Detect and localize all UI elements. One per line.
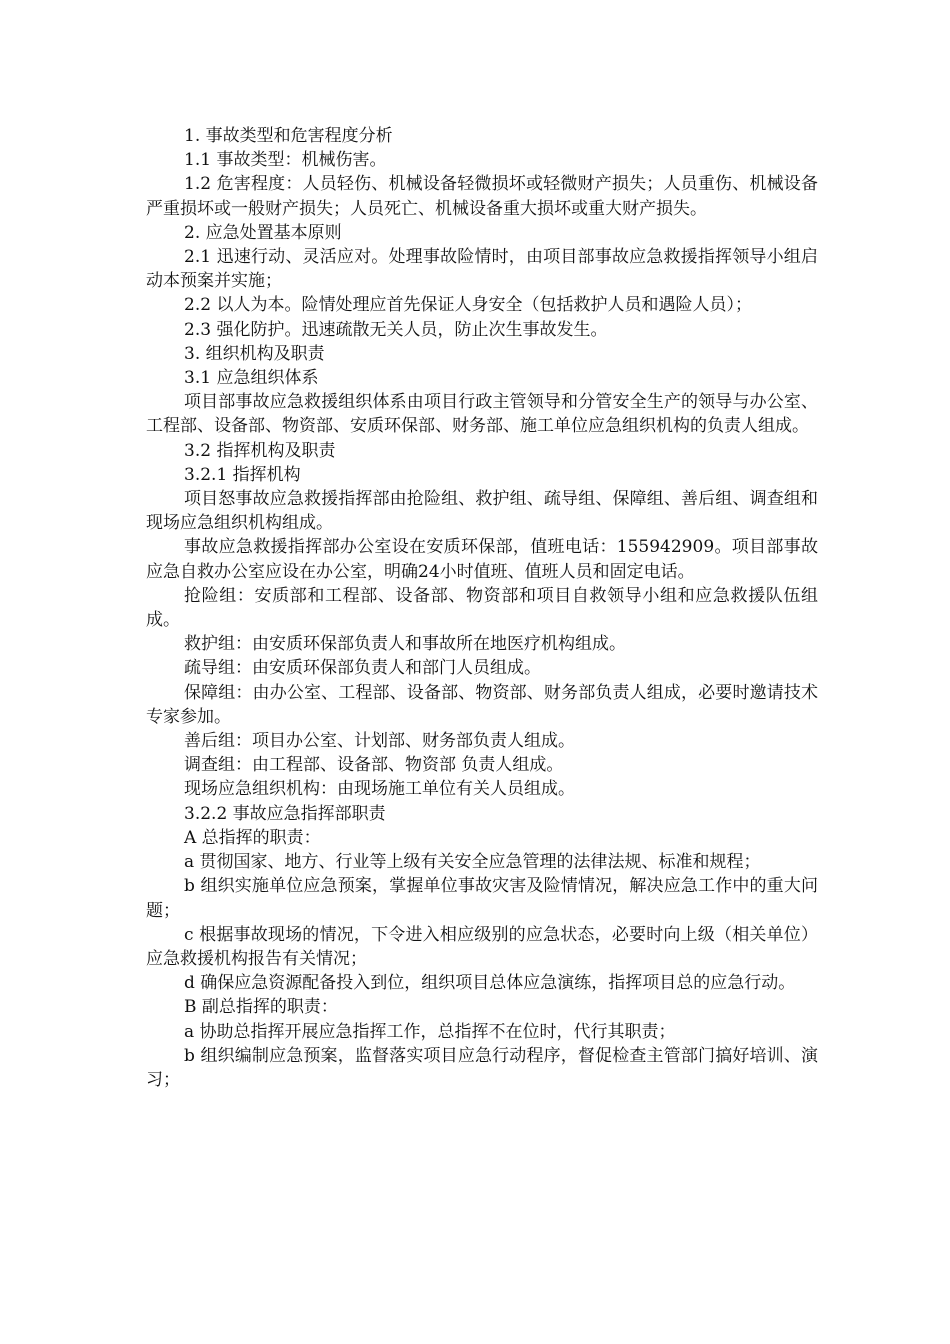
heading-3-1: 3.1 应急组织体系	[184, 368, 319, 389]
paragraph-2-1: 2.1 迅速行动、灵活应对。处理事故险情时，由项目部事故应急救援指挥领导小组启动本预案并实施；	[146, 247, 818, 292]
paragraph-medical-team: 救护组：由安质环保部负责人和事故所在地医疗机构组成。	[184, 634, 626, 655]
heading-deputy-duties: B 副总指挥的职责：	[184, 997, 338, 1018]
list-item-a: a 贯彻国家、地方、行业等上级有关安全应急管理的法律法规、标准和规程；	[184, 852, 761, 873]
heading-2: 2. 应急处置基本原则	[184, 222, 342, 243]
paragraph-3-1: 项目部事故应急救援组织体系由项目行政主管领导和分管安全生产的领导与办公室、工程部、设备部、物资部、安质环保部、财务部、施工单位应急组织机构的负责人组成。	[146, 392, 818, 437]
paragraph-duty-phone: 事故应急救援指挥部办公室设在安质环保部，值班电话：155942909。项目部事故应急自救办公室应设在办公室，明确24小时值班、值班人员和固定电话。	[146, 537, 818, 582]
list-item-deputy-a: a 协助总指挥开展应急指挥工作，总指挥不在位时，代行其职责；	[184, 1021, 676, 1042]
heading-3: 3. 组织机构及职责	[184, 343, 325, 364]
paragraph-2-3: 2.3 强化防护。迅速疏散无关人员，防止次生事故发生。	[184, 319, 608, 340]
heading-3-2-1: 3.2.1 指挥机构	[184, 464, 301, 485]
paragraph-support-team: 保障组：由办公室、工程部、设备部、物资部、财务部负责人组成，必要时邀请技术专家参加。	[146, 682, 818, 727]
paragraph-command-structure: 项目怒事故应急救援指挥部由抢险组、救护组、疏导组、保障组、善后组、调查组和现场应急组织机构组成。	[146, 489, 818, 534]
heading-commander-duties: A 总指挥的职责：	[184, 827, 321, 848]
heading-3-2-2: 3.2.2 事故应急指挥部职责	[184, 803, 386, 824]
list-item-deputy-b: b 组织编制应急预案，监督落实项目应急行动程序，督促检查主管部门搞好培训、演习；	[146, 1045, 818, 1090]
paragraph-onsite-org: 现场应急组织机构：由现场施工单位有关人员组成。	[184, 779, 575, 800]
paragraph-aftermath-team: 善后组：项目办公室、计划部、财务部负责人组成。	[184, 731, 575, 752]
heading-3-2: 3.2 指挥机构及职责	[184, 440, 336, 461]
paragraph-2-2: 2.2 以人为本。险情处理应首先保证人身安全（包括救护人员和遇险人员）；	[184, 295, 752, 316]
paragraph-investigation-team: 调查组：由工程部、设备部、物资部 负责人组成。	[184, 755, 564, 776]
paragraph-rescue-team: 抢险组：安质部和工程部、设备部、物资部和项目自救领导小组和应急救援队伍组成。	[146, 585, 818, 631]
list-item-c: c 根据事故现场的情况，下令进入相应级别的应急状态，必要时向上级（相关单位）应急救援机构报告有关情况；	[146, 924, 818, 969]
list-item-b: b 组织实施单位应急预案，掌握单位事故灾害及险情情况，解决应急工作中的重大问题；	[146, 876, 818, 921]
list-item-d: d 确保应急资源配备投入到位，组织项目总体应急演练，指挥项目总的应急行动。	[184, 973, 796, 994]
heading-1: 1. 事故类型和危害程度分析	[184, 126, 393, 146]
paragraph-1-1: 1.1 事故类型：机械伤害。	[184, 150, 387, 171]
document-body	[146, 124, 818, 1092]
paragraph-evacuation-team: 疏导组：由安质环保部负责人和部门人员组成。	[184, 658, 541, 679]
paragraph-1-2: 1.2 危害程度：人员轻伤、机械设备轻微损坏或轻微财产损失；人员重伤、机械设备严重损坏或一般财产损失；人员死亡、机械设备重大损坏或重大财产损失。	[146, 174, 818, 219]
